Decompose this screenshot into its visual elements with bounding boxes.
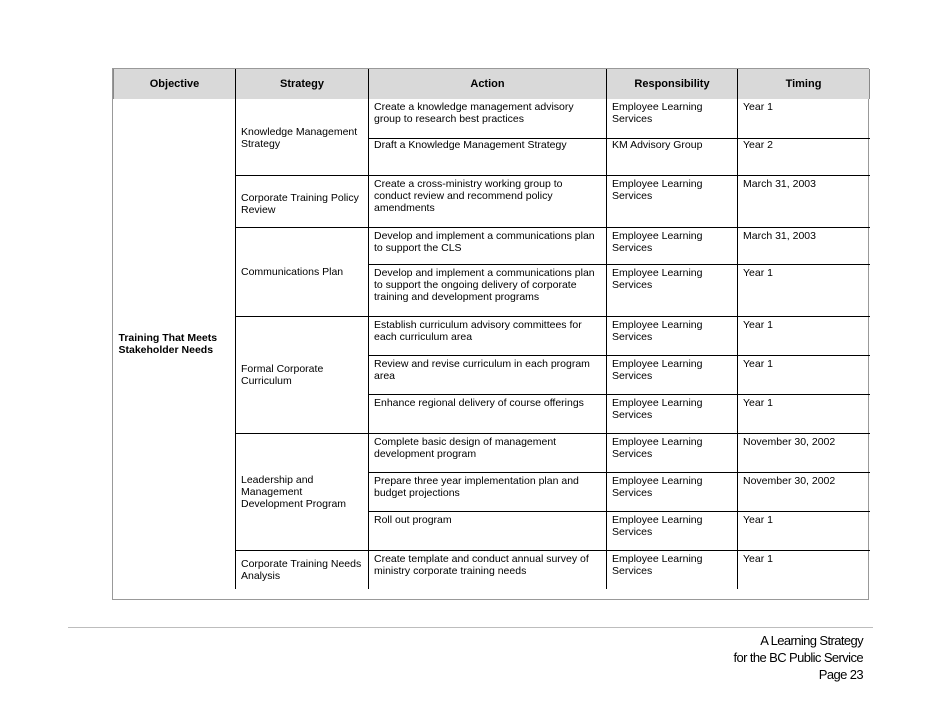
action-cell: Develop and implement a communications plan to support the CLS — [369, 227, 607, 264]
header-objective: Objective — [114, 69, 236, 99]
timing-cell: Year 1 — [738, 394, 870, 433]
timing-cell: November 30, 2002 — [738, 433, 870, 472]
responsibility-cell: Employee Learning Services — [607, 394, 738, 433]
timing-cell: March 31, 2003 — [738, 175, 870, 227]
action-cell: Review and revise curriculum in each program area — [369, 355, 607, 394]
responsibility-cell: Employee Learning Services — [607, 511, 738, 550]
action-plan-table — [113, 69, 870, 589]
header-timing: Timing — [738, 69, 870, 99]
responsibility-cell: Employee Learning Services — [607, 227, 738, 264]
strategy-cell: Formal Corporate Curriculum — [236, 316, 369, 433]
timing-cell: Year 1 — [738, 316, 870, 355]
action-cell: Complete basic design of management development program — [369, 433, 607, 472]
responsibility-cell: KM Advisory Group — [607, 138, 738, 175]
action-cell: Enhance regional delivery of course offerings — [369, 394, 607, 433]
responsibility-cell: Employee Learning Services — [607, 264, 738, 316]
header-action: Action — [369, 69, 607, 99]
objective-cell: Training That Meets Stakeholder Needs — [114, 99, 236, 589]
timing-cell: Year 1 — [743, 101, 773, 113]
strategy-cell: Corporate Training Needs Analysis — [236, 550, 369, 589]
header-strategy: Strategy — [236, 69, 369, 99]
timing-cell: Year 1 — [738, 550, 870, 589]
responsibility-cell: Employee Learning Services — [607, 472, 738, 511]
table-header-row — [114, 69, 870, 99]
footer-divider — [68, 627, 873, 628]
responsibility-cell: Employee Learning Services — [607, 99, 738, 138]
strategy-cell: Communications Plan — [236, 227, 369, 316]
timing-cell: Year 2 — [738, 138, 870, 175]
strategy-cell: Corporate Training Policy Review — [236, 175, 369, 227]
footer-title: A Learning Strategy — [760, 633, 863, 648]
action-cell: Create a knowledge management advisory group to research best practices — [369, 99, 607, 138]
timing-cell: March 31, 2003 — [738, 227, 870, 264]
responsibility-cell: Employee Learning Services — [607, 433, 738, 472]
timing-cell: Year 1 — [738, 511, 870, 550]
action-cell: Draft a Knowledge Management Strategy — [369, 138, 607, 175]
strategy-cell: Leadership and Management Development Program — [236, 433, 369, 550]
page-number: Page 23 — [818, 667, 863, 682]
responsibility-cell: Employee Learning Services — [607, 175, 738, 227]
table-row — [114, 99, 870, 138]
action-cell: Create template and conduct annual survey of ministry corporate training needs — [369, 550, 607, 589]
timing-cell: Year 1 — [738, 264, 870, 316]
action-cell: Roll out program — [369, 511, 607, 550]
footer-subtitle: for the BC Public Service — [733, 650, 863, 665]
responsibility-cell: Employee Learning Services — [607, 355, 738, 394]
timing-cell: November 30, 2002 — [738, 472, 870, 511]
action-cell: Establish curriculum advisory committees for each curriculum area — [369, 316, 607, 355]
action-cell: Create a cross-ministry working group to conduct review and recommend policy amendments — [369, 175, 607, 227]
action-cell: Develop and implement a communications plan to support the ongoing delivery of corporate training and development programs — [369, 264, 607, 316]
responsibility-cell: Employee Learning Services — [607, 316, 738, 355]
action-cell: Prepare three year implementation plan and budget projections — [369, 472, 607, 511]
page-footer — [563, 632, 863, 683]
timing-cell: Year 1 — [738, 355, 870, 394]
responsibility-cell: Employee Learning Services — [607, 550, 738, 589]
header-responsibility: Responsibility — [607, 69, 738, 99]
strategy-cell: Knowledge Management Strategy — [236, 99, 369, 175]
